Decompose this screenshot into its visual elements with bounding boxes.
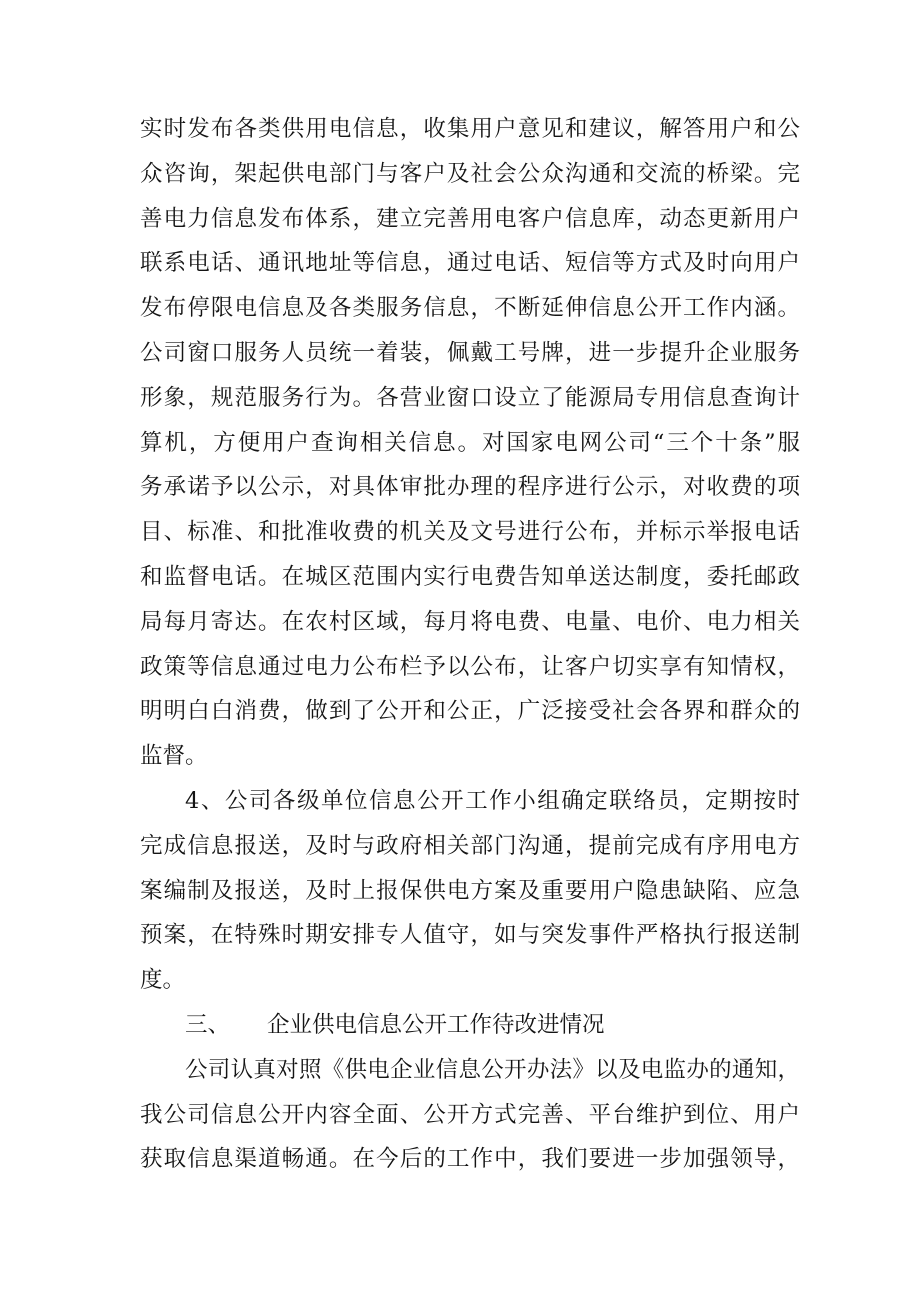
paragraph-line: 预案，在特殊时期安排专人值守，如与突发事件严格执行报送制 (140, 922, 800, 949)
section-title: 企业供电信息公开工作待改进情况 (267, 1011, 605, 1038)
paragraph-line: 局每月寄达。在农村区域，每月将电费、电量、电价、电力相关 (140, 608, 800, 635)
paragraph-line: 发布停限电信息及各类服务信息，不断延伸信息公开工作内涵。 (140, 295, 800, 322)
paragraph-line: 联系电话、通讯地址等信息，通过电话、短信等方式及时向用户 (140, 250, 800, 277)
paragraph-line: 度。 (140, 967, 186, 994)
paragraph-line: 善电力信息发布体系，建立完善用电客户信息库，动态更新用户 (140, 205, 800, 232)
paragraph-line: 公司窗口服务人员统一着装，佩戴工号牌，进一步提升企业服务 (140, 339, 800, 366)
paragraph-section-3 (140, 1048, 800, 1182)
paragraph-line: 完成信息报送，及时与政府相关部门沟通，提前完成有序用电方 (140, 832, 800, 859)
paragraph-line: 政策等信息通过电力公布栏予以公布，让客户切实享有知情权， (140, 653, 800, 680)
section-heading (140, 1003, 800, 1048)
paragraph-line: 和监督电话。在城区范围内实行电费告知单送达制度，委托邮政 (140, 563, 800, 590)
paragraph-line: 明明白白消费，做到了公开和公正，广泛接受社会各界和群众的 (140, 698, 800, 725)
paragraph-line: 目、标准、和批准收费的机关及文号进行公布，并标示举报电话 (140, 519, 800, 546)
document-body (140, 107, 800, 1182)
paragraph-line: 务承诺予以公示，对具体审批办理的程序进行公示，对收费的项 (140, 474, 800, 501)
paragraph-line: 案编制及报送，及时上报保供电方案及重要用户隐患缺陷、应急 (140, 877, 800, 904)
paragraph-line: 实时发布各类供用电信息，收集用户意见和建议，解答用户和公 (140, 116, 800, 142)
section-number: 三、 (185, 1011, 231, 1038)
paragraph-line: 获取信息渠道畅通。在今后的工作中，我们要进一步加强领导， (140, 1146, 800, 1173)
paragraph-line: 形象，规范服务行为。各营业窗口设立了能源局专用信息查询计 (140, 384, 800, 411)
paragraph-line: 4、公司各级单位信息公开工作小组确定联络员，定期按时 (185, 787, 800, 814)
paragraph-item-4 (140, 779, 800, 1003)
paragraph-line: 众咨询，架起供电部门与客户及社会公众沟通和交流的桥梁。完 (140, 160, 800, 187)
paragraph-continuation (140, 107, 800, 779)
paragraph-line: 监督。 (140, 743, 208, 770)
paragraph-line: 我公司信息公开内容全面、公开方式完善、平台维护到位、用户 (140, 1101, 800, 1128)
paragraph-line: 算机，方便用户查询相关信息。对国家电网公司“三个十条”服 (140, 429, 800, 456)
paragraph-line: 公司认真对照《供电企业信息公开办法》以及电监办的通知， (185, 1056, 800, 1083)
